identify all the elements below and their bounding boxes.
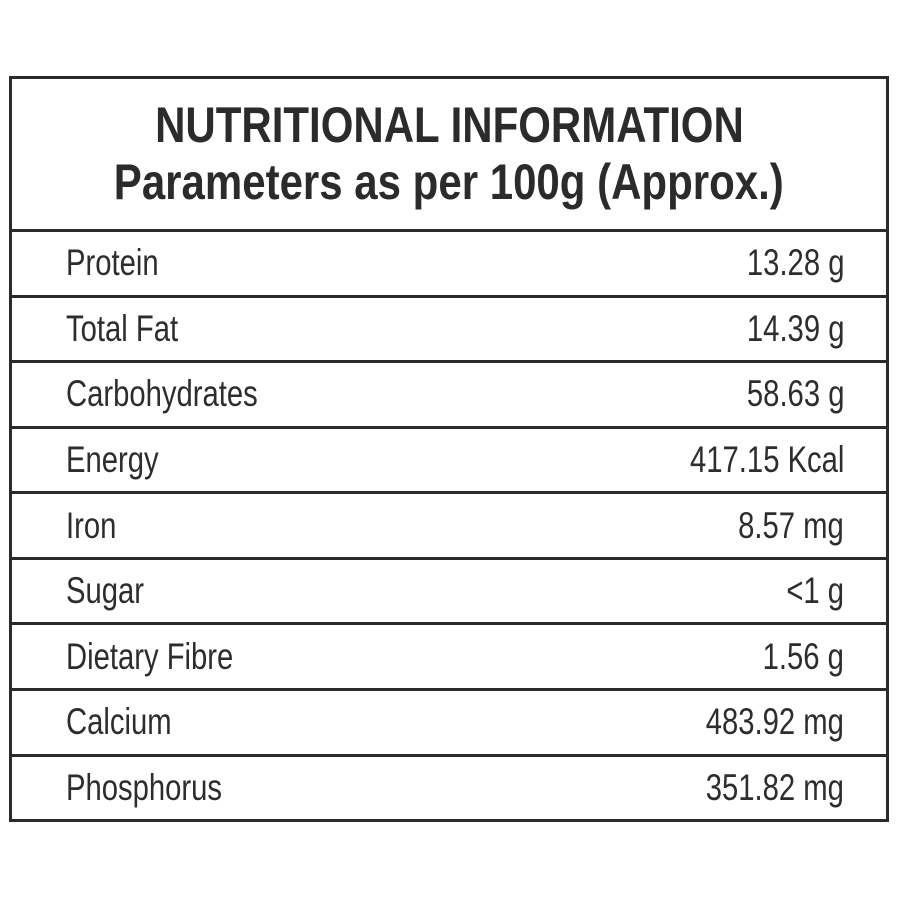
nutrient-value: 58.63 g [746,373,844,415]
nutrient-value: <1 g [786,570,844,612]
nutrient-value: 1.56 g [762,635,844,677]
nutrient-value: 13.28 g [746,242,844,284]
nutrient-value: 483.92 mg [705,701,844,743]
table-row [12,622,886,688]
nutrient-label: Calcium [66,701,172,743]
nutrient-value: 8.57 mg [738,504,844,546]
table-row [12,295,886,361]
table-subtitle: Parameters as per 100g (Approx.) [114,154,784,210]
table-row [12,229,886,295]
nutrient-label: Protein [66,242,159,284]
table-header [12,79,886,229]
nutrient-label: Iron [66,504,117,546]
nutrition-facts-table [9,76,889,822]
nutrient-value: 351.82 mg [705,766,844,808]
nutrient-label: Phosphorus [66,766,223,808]
nutrient-label: Dietary Fibre [66,635,234,677]
table-row [12,491,886,557]
table-row [12,360,886,426]
table-row [12,426,886,492]
table-title: NUTRITIONAL INFORMATION [154,97,744,153]
table-row [12,754,886,820]
nutrient-label: Sugar [66,570,145,612]
table-row [12,557,886,623]
nutrient-value: 417.15 Kcal [689,438,844,480]
nutrient-label: Carbohydrates [66,373,258,415]
nutrient-label: Energy [66,438,159,480]
table-row [12,688,886,754]
nutrient-label: Total Fat [66,307,179,349]
nutrient-value: 14.39 g [746,307,844,349]
